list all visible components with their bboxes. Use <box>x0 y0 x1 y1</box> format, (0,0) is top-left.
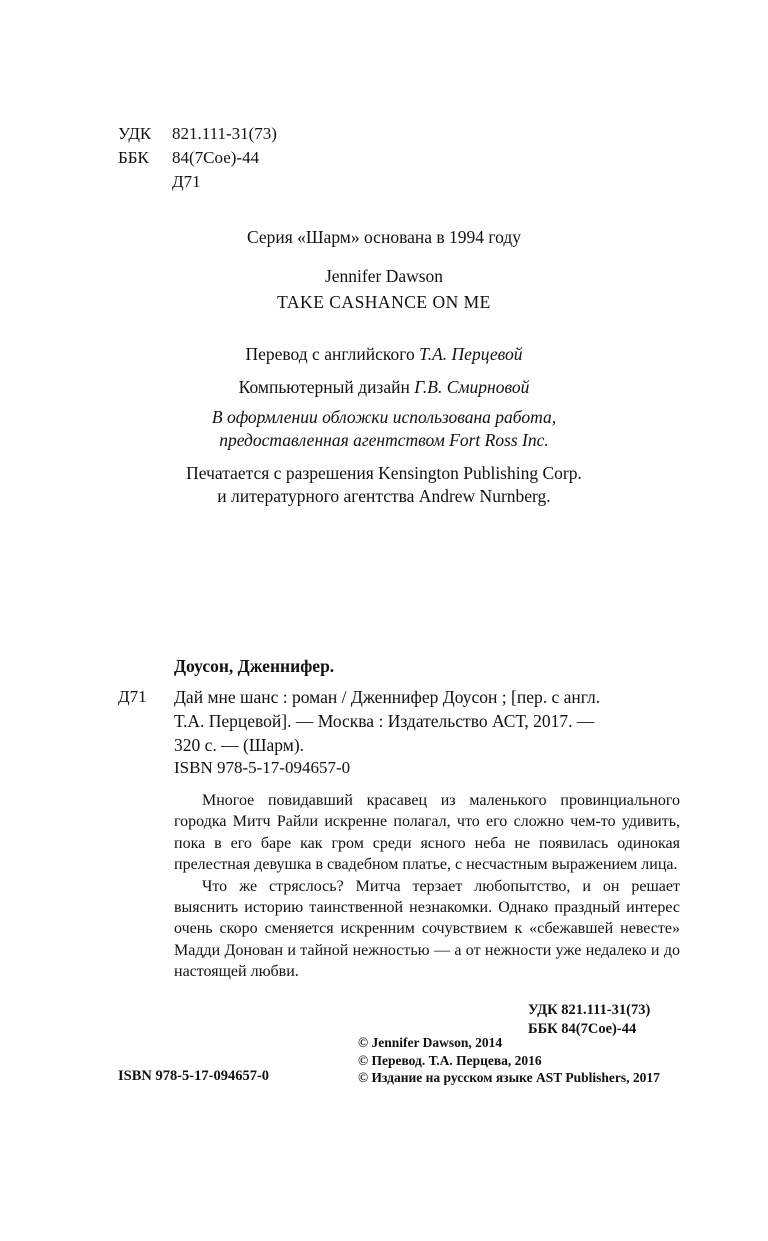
design-prefix: Компьютерный дизайн <box>238 377 415 397</box>
footer-udk: УДК 821.111-31(73) <box>528 1002 651 1018</box>
udk-value: 821.111-31(73) <box>172 124 277 143</box>
translator-name: Т.А. Перцевой <box>419 344 523 364</box>
footer-isbn: ISBN 978-5-17-094657-0 <box>118 1068 270 1084</box>
bbk-value: 84(7Сое)-44 <box>172 148 260 167</box>
copyright-translation: © Перевод. Т.А. Перцева, 2016 <box>358 1052 542 1068</box>
author-sign-row <box>118 170 277 194</box>
footer-bbk: ББК 84(7Сое)-44 <box>528 1021 637 1037</box>
bbk-row <box>118 146 277 170</box>
permission-line1: Печатается с разрешения Kensington Publishing Corp. <box>186 463 582 483</box>
bib-isbn: ISBN 978-5-17-094657-0 <box>174 758 351 777</box>
annotation <box>174 790 680 983</box>
bib-line-3: 320 с. — (Шарм). <box>174 735 305 755</box>
copyright-edition: © Издание на русском языке AST Publishers, 2017 <box>358 1070 660 1085</box>
design-credit <box>0 377 768 398</box>
annotation-paragraph-1: Многое повидавший красавец из маленького провинциального городка Митч Райли искренне полагал, что его сложно чем-то удивить, пока в его баре как гром среди ясного неба не появилась одинокая прелестная девушка в свадебном платье, с несчастным выражением лица. <box>174 792 680 874</box>
cover-credit-line2: предоставленная агентством Fort Ross Inc. <box>219 430 549 450</box>
series-line: Серия «Шарм» основана в 1994 году <box>246 227 522 247</box>
copyright-block <box>358 1034 660 1087</box>
designer-name: Г.В. Смирновой <box>414 377 530 397</box>
bib-line-1: Дай мне шанс : роман / Дженнифер Доусон ; [пер. с англ. <box>174 687 601 707</box>
copyright-author: © Jennifer Dawson, 2014 <box>358 1035 503 1050</box>
classification-codes <box>118 122 277 194</box>
bbk-label: ББК <box>118 148 149 167</box>
permission-line2: и литературного агентства Andrew Nurnberg. <box>217 486 551 506</box>
author-sign-value: Д71 <box>172 172 201 191</box>
bib-author-heading: Доусон, Дженнифер. <box>174 656 335 676</box>
annotation-paragraph-2: Что же стряслось? Митча терзает любопытство, и он решает выяснить историю таинственной незнакомки. Однако праздный интерес очень скоро сменяется искренним сочувствием к «сбежавшей невесте» Мадди Донован и тайной нежностью — а от нежности уже недалеко и до настоящей любви. <box>174 877 680 981</box>
udk-label: УДК <box>118 124 152 143</box>
translation-credit <box>0 344 768 365</box>
bib-description <box>174 685 654 757</box>
translation-prefix: Перевод с английского <box>245 344 420 364</box>
original-title: TAKE CASHANCE ON ME <box>277 292 491 312</box>
original-author: Jennifer Dawson <box>324 266 444 286</box>
bib-line-2: Т.А. Перцевой]. — Москва : Издательство АСТ, 2017. — <box>174 711 595 731</box>
bib-author-sign: Д71 <box>118 687 147 706</box>
cover-credit-line1: В оформлении обложки использована работа, <box>211 407 557 427</box>
udk-row <box>118 122 277 146</box>
